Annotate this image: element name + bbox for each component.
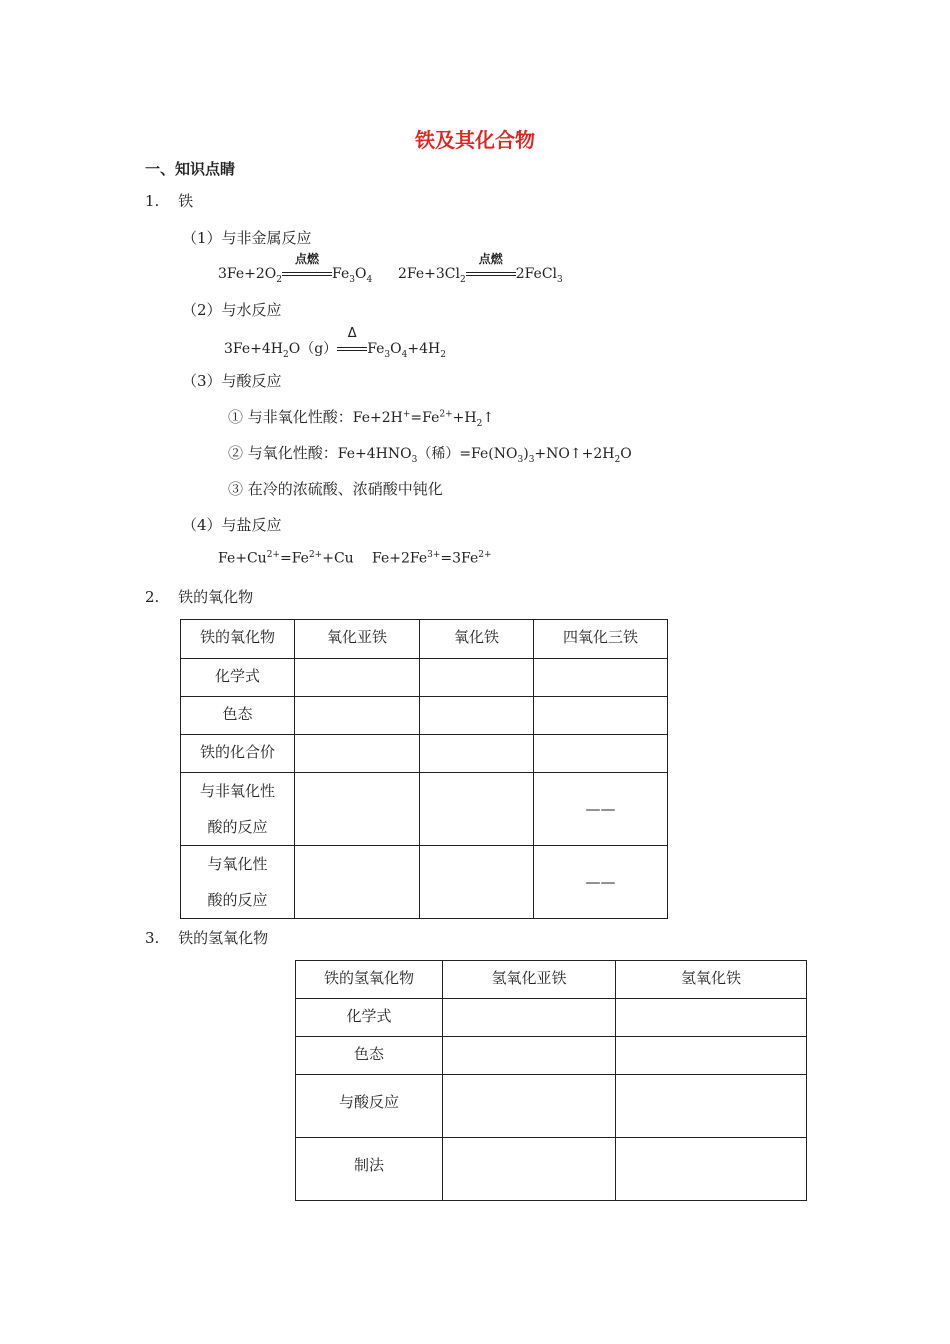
- row-label: 色态: [181, 697, 295, 735]
- table-row: [181, 659, 668, 697]
- item-number: 3.: [145, 929, 160, 947]
- not-applicable: ——: [534, 773, 668, 846]
- acid-nonoxidizing: ① 与非氧化性酸：$Fe+2H^+=Fe^{2+}+H_2↑$: [228, 408, 495, 429]
- table-header: 氢氧化亚铁: [443, 961, 616, 999]
- table-header: 氧化亚铁: [295, 620, 420, 659]
- equation-fe-fe3: $Fe+2Fe^{3+}=3Fe^{2+}$: [372, 550, 492, 567]
- item-label: 铁的氧化物: [178, 588, 254, 606]
- page-title: 铁及其化合物: [415, 128, 535, 152]
- acid-oxidizing: ② 与氧化性酸：$Fe+4HNO_3$（稀）$=Fe(NO_3)_3+NO↑+2H_2O$: [228, 444, 632, 465]
- item-label: 铁: [178, 192, 194, 210]
- subheading-nonmetal: （1）与非金属反应: [182, 229, 312, 247]
- table-row: [181, 773, 668, 846]
- equation-fe-cl2: $2Fe+3Cl_2$ 点燃 2FeCl$_3$: [398, 252, 563, 285]
- table-row: [296, 1075, 807, 1138]
- row-label: 色态: [296, 1037, 443, 1075]
- item-1: [145, 190, 193, 211]
- acid-passivation: ③ 在冷的浓硫酸、浓硝酸中钝化: [228, 480, 443, 498]
- item-2: [145, 586, 253, 607]
- table-row: [181, 697, 668, 735]
- reaction-condition: 点燃: [282, 266, 332, 282]
- table-header: 铁的氢氧化物: [296, 961, 443, 999]
- row-label: 化学式: [296, 999, 443, 1037]
- table-header-row: [296, 961, 807, 999]
- row-label: 与非氧化性 酸的反应: [181, 773, 295, 846]
- not-applicable: ——: [534, 846, 668, 919]
- reaction-condition: Δ: [337, 341, 367, 357]
- subheading-acid: （3）与酸反应: [182, 372, 282, 390]
- table-row: [181, 735, 668, 773]
- iron-hydroxides-table: [295, 960, 807, 1201]
- row-label: 制法: [296, 1138, 443, 1201]
- table-header: 四氧化三铁: [534, 620, 668, 659]
- row-label: 与氧化性 酸的反应: [181, 846, 295, 919]
- equation-fe-water: $3Fe+4H_2O(g)$ Δ $Fe_3O_4+4H_2$: [224, 326, 446, 360]
- equation-fe-o2: $3Fe+2O_2$ 点燃 $Fe_3O_4$: [218, 252, 373, 285]
- row-label: 化学式: [181, 659, 295, 697]
- table-header: 铁的氧化物: [181, 620, 295, 659]
- item-number: 2.: [145, 588, 160, 606]
- table-header: 氧化铁: [420, 620, 534, 659]
- subheading-water: （2）与水反应: [182, 301, 282, 319]
- table-header: 氢氧化铁: [616, 961, 807, 999]
- table-row: [296, 1037, 807, 1075]
- table-header-row: [181, 620, 668, 659]
- table-row: [296, 1138, 807, 1201]
- section-heading: 一、知识点睛: [145, 160, 236, 178]
- equation-fe-cu: $Fe+Cu^{2+}=Fe^{2+}+Cu$: [218, 550, 354, 567]
- table-row: [296, 999, 807, 1037]
- reaction-condition: 点燃: [466, 266, 516, 282]
- subheading-salt: （4）与盐反应: [182, 516, 282, 534]
- iron-oxides-table: [180, 619, 668, 919]
- row-label: 与酸反应: [296, 1075, 443, 1138]
- item-number: 1.: [145, 192, 160, 210]
- item-label: 铁的氢氧化物: [178, 929, 269, 947]
- table-row: [181, 846, 668, 919]
- row-label: 铁的化合价: [181, 735, 295, 773]
- item-3: [145, 927, 268, 948]
